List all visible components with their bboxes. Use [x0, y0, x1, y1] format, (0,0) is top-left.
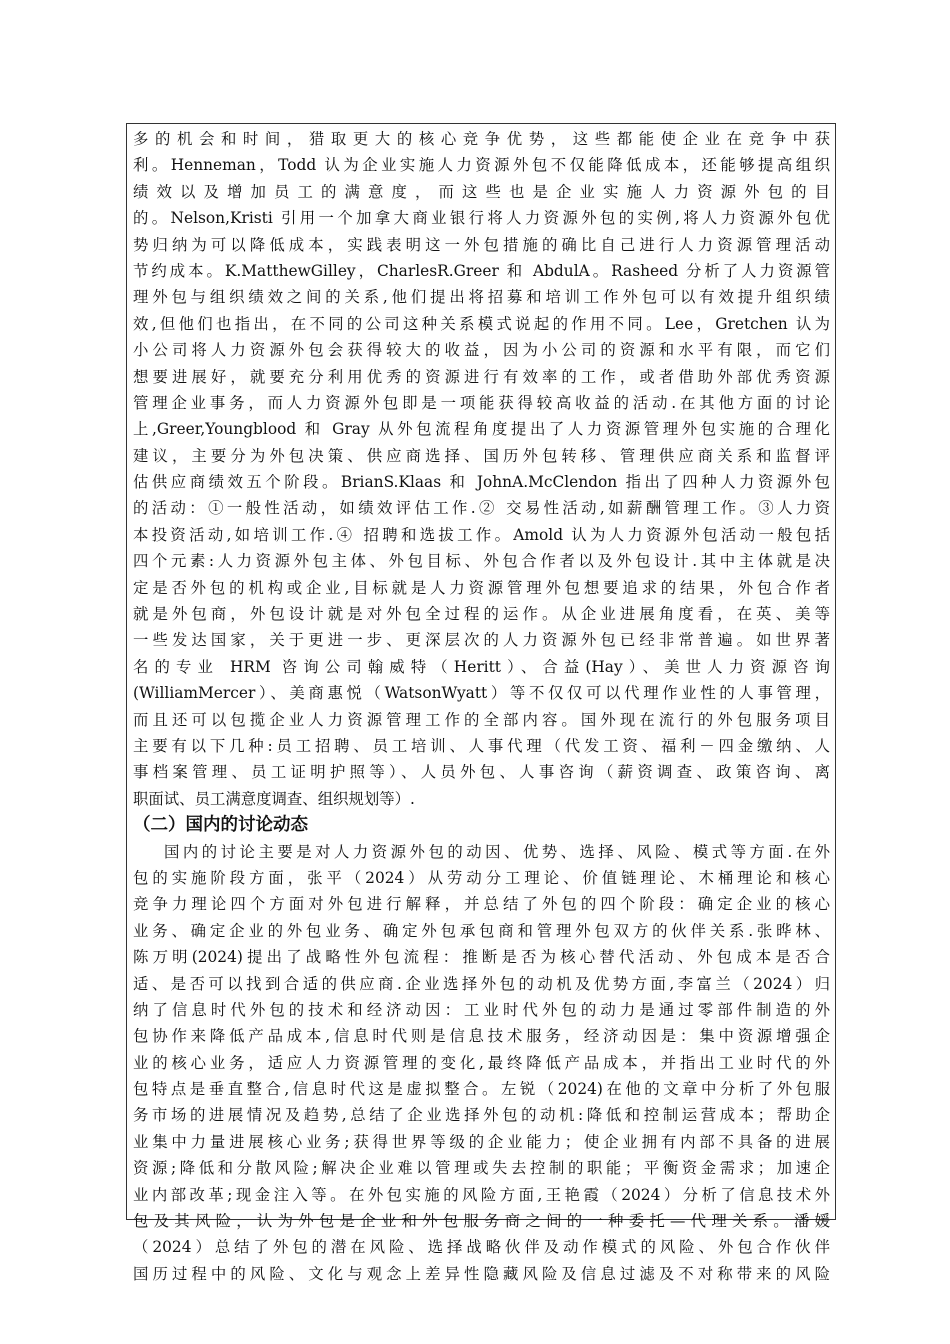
document-text-frame: [126, 123, 836, 1283]
text-line: 利。Henneman，Todd 认为企业实施人力资源外包不仅能降低成本，还能够提高组织: [133, 156, 830, 175]
text-line: 陈万明(2024)提出了战略性外包流程：推断是否为核心替代活动、外包成本是否合: [133, 948, 830, 967]
text-line: 包协作来降低产品成本,信息时代则是信息技术服务，经济动因是：集中资源增强企: [133, 1027, 830, 1046]
text-line: 适、是否可以找到合适的供应商.企业选择外包的动机及优势方面,李富兰（2024）归: [133, 974, 830, 993]
foreign-research-section: [133, 126, 830, 812]
text-line: 竞争力理论四个方面对外包进行解释，并总结了外包的四个阶段：确定企业的核心: [133, 895, 830, 914]
text-line: 的活动：①一般性活动，如绩效评估工作.② 交易性活动,如薪酬管理工作。③人力资: [133, 499, 830, 518]
text-line: 的。Nelson,Kristi 引用一个加拿大商业银行将人力资源外包的实例,将人力资源外包优: [133, 209, 830, 228]
text-line: 本投资活动,如培训工作.④ 招聘和选拔工作。Amold 认为人力资源外包活动一般包括: [133, 525, 830, 544]
text-line: 资源;降低和分散风险;解决企业难以管理或失去控制的职能；平衡资金需求；加速企: [133, 1159, 830, 1178]
text-line: 包及其风险，认为外包是企业和外包服务商之间的一种委托—代理关系。潘媛: [133, 1212, 830, 1231]
text-line: 业内部改革;现金注入等。在外包实施的风险方面,王艳霞（2024）分析了信息技术外: [133, 1185, 830, 1204]
text-line: 纳了信息时代外包的技术和经济动因：工业时代外包的动力是通过零部件制造的外: [133, 1000, 830, 1019]
text-line: 务市场的进展情况及趋势,总结了企业选择外包的动机:降低和控制运营成本；帮助企: [133, 1106, 830, 1125]
text-line: 管理企业事务，而人力资源外包即是一项能获得较高收益的活动.在其他方面的讨论: [133, 393, 830, 412]
text-line: 估供应商绩效五个阶段。BrianS.Klaas 和 JohnA.McClendon 指出了四种人力资源外包: [133, 473, 830, 492]
text-line: 一些发达国家，关于更进一步、更深层次的人力资源外包已经非常普遍。如世界著: [133, 631, 830, 650]
text-line: 事档案管理、员工证明护照等）、人员外包、人事咨询（薪资调查、政策咨询、离: [133, 763, 830, 782]
text-line: 势归纳为可以降低成本，实践表明这一外包措施的确比自己进行人力资源管理活动: [133, 235, 830, 254]
text-line: 主要有以下几种:员工招聘、员工培训、人事代理（代发工资、福利－四金缴纳、人: [133, 736, 830, 755]
text-line: 业务、确定企业的外包业务、确定外包承包商和管理外包双方的伙伴关系.张晔林、: [133, 921, 830, 940]
text-line: 就是外包商，外包设计就是对外包全过程的运作。从企业进展角度看，在英、美等: [133, 605, 830, 624]
text-line: 国历过程中的风险、文化与观念上差异性隐藏风险及信息过滤及不对称带来的风险: [133, 1264, 830, 1283]
text-line: 多的机会和时间，猎取更大的核心竞争优势，这些都能使企业在竞争中获: [133, 130, 830, 148]
text-line: (WilliamMercer）、美商惠悦（WatsonWyatt）等不仅仅可以代理作业性的人事管理，: [133, 684, 830, 703]
text-line: 职面试、员工满意度调查、组织规划等）.: [133, 789, 415, 808]
text-line: 小公司将人力资源外包会获得较大的收益，因为小公司的资源和水平有限，而它们: [133, 341, 830, 360]
section-heading-domestic: （二）国内的讨论动态: [133, 815, 308, 836]
text-line: 建议，主要分为外包决策、供应商选择、国历外包转移、管理供应商关系和监督评: [133, 446, 830, 465]
text-line: 定是否外包的机构或企业,目标就是人力资源管理外包想要追求的结果，外包合作者: [133, 578, 830, 597]
domestic-research-section: [133, 839, 830, 1288]
text-line: 包的实施阶段方面，张平（2024）从劳动分工理论、价值链理论、木桶理论和核心: [133, 868, 830, 887]
text-line: 节约成本。K.MatthewGilley，CharlesR.Greer 和 AbdulA。Rasheed 分析了人力资源管: [133, 261, 830, 280]
text-line: 国内的讨论主要是对人力资源外包的动因、优势、选择、风险、模式等方面.在外: [164, 842, 830, 861]
text-line: 业的核心业务，适应人力资源管理的变化,最终降低产品成本，并指出工业时代的外: [133, 1053, 830, 1072]
text-line: 业集中力量进展核心业务;获得世界等级的企业能力；使企业拥有内部不具备的进展: [133, 1132, 830, 1151]
text-line: （2024）总结了外包的潜在风险、选择战略伙伴及动作模式的风险、外包合作伙伴: [133, 1238, 830, 1257]
text-line: 绩效以及增加员工的满意度，而这些也是企业实施人力资源外包的目: [133, 182, 830, 201]
text-line: 上,Greer,Youngblood 和 Gray 从外包流程角度提出了人力资源管理外包实施的合理化: [133, 420, 830, 439]
text-line: 四个元素:人力资源外包主体、外包目标、外包合作者以及外包设计.其中主体就是决: [133, 552, 830, 571]
text-line: 理外包与组织绩效之间的关系,他们提出将招募和培训工作外包可以有效提升组织绩: [133, 288, 830, 307]
text-line: 而且还可以包揽企业人力资源管理工作的全部内容。国外现在流行的外包服务项目: [133, 710, 830, 729]
text-line: 包特点是垂直整合,信息时代这是虚拟整合。左锐（2024)在他的文章中分析了外包服: [133, 1080, 830, 1099]
text-line: 名的专业 HRM 咨询公司翰威特（Heritt）、合益(Hay）、美世人力资源咨询: [133, 657, 830, 676]
text-line: 想要进展好，就要充分利用优秀的资源进行有效率的工作，或者借助外部优秀资源: [133, 367, 830, 386]
text-line: 效,但他们也指出，在不同的公司这种关系模式说起的作用不同。Lee，Gretchen 认为: [133, 314, 830, 333]
